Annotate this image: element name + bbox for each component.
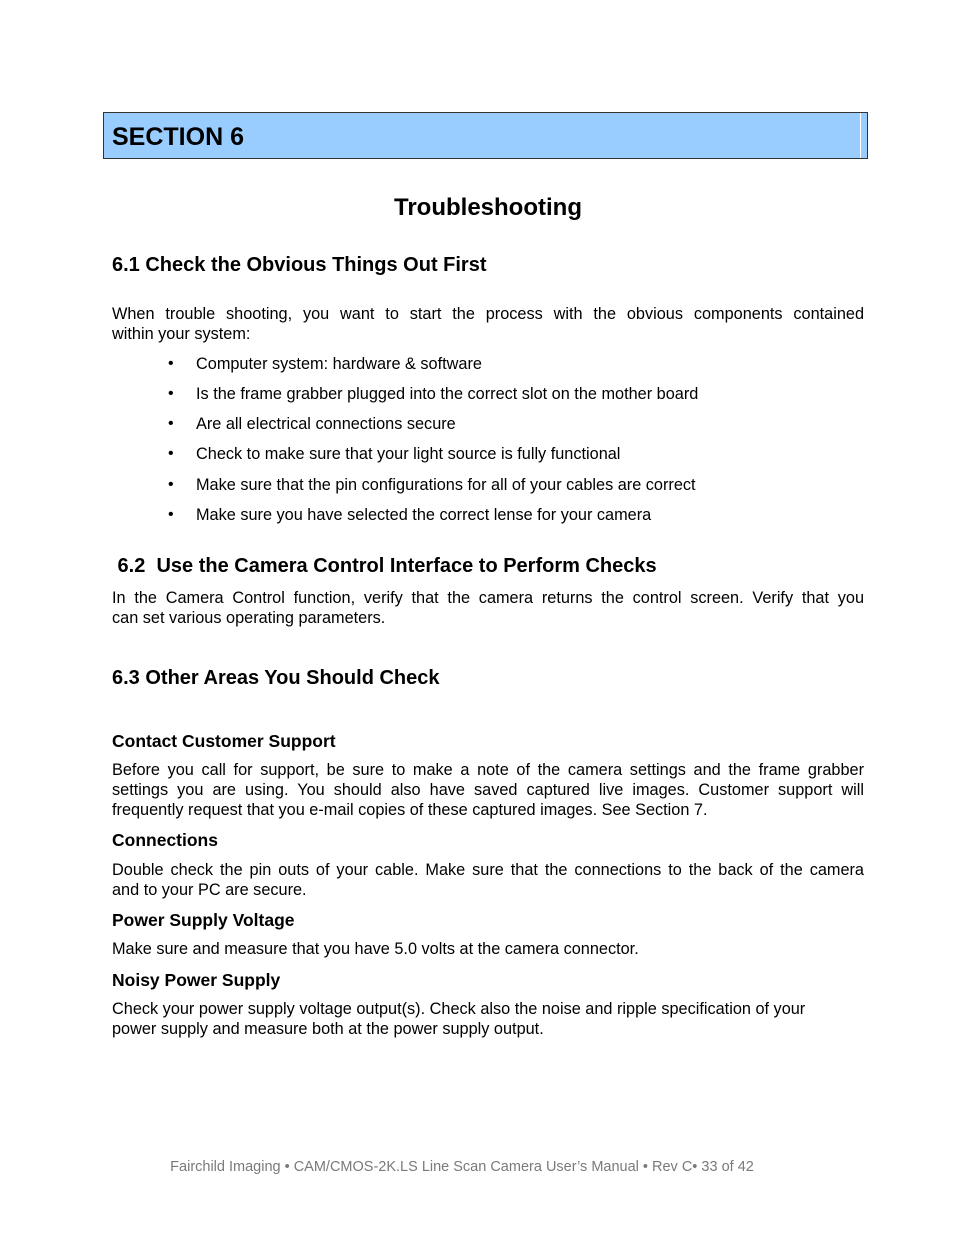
subheading-connections: Connections	[112, 830, 218, 850]
heading-6-2: 6.2 Use the Camera Control Interface to Perform Checks	[112, 555, 657, 577]
paragraph-6-1-intro	[112, 304, 864, 344]
subheading-power-supply-voltage: Power Supply Voltage	[112, 910, 295, 930]
text-line: Double check the pin outs of your cable. Make sure that the connections to the back of the camera	[112, 861, 864, 879]
paragraph-customer-support	[112, 760, 864, 820]
text-line: within your system:	[112, 325, 251, 343]
section-banner	[103, 112, 868, 159]
text-line: In the Camera Control function, verify that the camera returns the control screen. Verify that you	[112, 589, 864, 607]
section-label: SECTION 6	[112, 123, 244, 151]
subheading-noisy-power-supply: Noisy Power Supply	[112, 970, 281, 990]
text-line: frequently request that you e-mail copies of these captured images. See Section 7.	[112, 801, 708, 819]
paragraph-connections	[112, 860, 864, 900]
page-footer: Fairchild Imaging • CAM/CMOS-2K.LS Line Scan Camera User’s Manual • Rev C• 33 of 42	[170, 1159, 754, 1175]
bullet-icon: •	[168, 506, 174, 523]
text-line: When trouble shooting, you want to start the process with the obvious components contained	[112, 305, 864, 323]
bullet-icon: •	[168, 476, 174, 493]
bullet-icon: •	[168, 415, 174, 432]
page-title: Troubleshooting	[394, 194, 582, 221]
text-line: Check your power supply voltage output(s). Check also the noise and ripple specification of your	[112, 1000, 806, 1018]
text-line: Make sure and measure that you have 5.0 volts at the camera connector.	[112, 940, 639, 958]
text-line: Before you call for support, be sure to make a note of the camera settings and the frame grabber	[112, 761, 864, 779]
paragraph-power-supply-voltage	[112, 939, 864, 959]
text-line: power supply and measure both at the power supply output.	[112, 1020, 544, 1038]
subheading-customer-support: Contact Customer Support	[112, 731, 336, 751]
paragraph-6-2	[112, 588, 864, 628]
heading-6-1: 6.1 Check the Obvious Things Out First	[112, 254, 487, 276]
text-line: and to your PC are secure.	[112, 881, 307, 899]
bullet-icon: •	[168, 445, 174, 462]
text-line: can set various operating parameters.	[112, 609, 386, 627]
paragraph-noisy-power-supply	[112, 999, 864, 1039]
text-line: settings you are using. You should also have saved captured live images. Customer support will	[112, 781, 864, 799]
bullet-icon: •	[168, 385, 174, 402]
heading-6-3: 6.3 Other Areas You Should Check	[112, 667, 440, 689]
bullet-icon: •	[168, 355, 174, 372]
